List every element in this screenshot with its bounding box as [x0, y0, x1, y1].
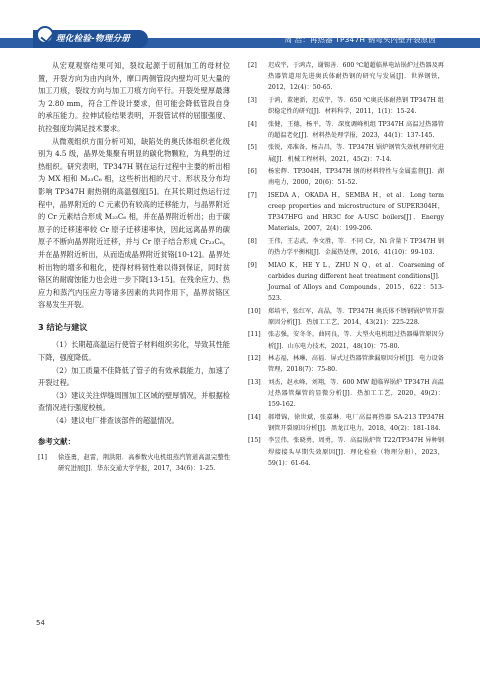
references-heading: 参考文献： — [38, 436, 75, 446]
section-heading: 3 结论与建议 — [38, 321, 88, 332]
reference-item — [248, 119, 444, 141]
reference-text: 王伟，王志武，李文胜，等．不同 Cr，Ni 含量下 TP347H 钢的热力学平衡相[J]．金属热处理，2016，41(10)：99-103. — [268, 237, 444, 257]
reference-number: [14] — [248, 413, 261, 421]
reference-item — [248, 329, 444, 351]
reference-text: 迟成宇，于鸿垚，谢锡善．600 ℃超超临界电站锅炉过热器及再热器管道用先进奥氏体耐热钢的研究与发展[J]．世界钢铁，2012，12(4)：50-65. — [268, 62, 444, 92]
reference-number: [3] — [248, 96, 257, 104]
conclusion-item: （2）加工质量不佳降低了管子的有效承载能力，加速了开裂过程。 — [38, 365, 230, 388]
left-column — [38, 60, 230, 476]
reference-text: MIAO K，HE Y L，ZHU N Q，et al．Coarsening of carbides during different heat treatment conditions[J]．Journal of Alloys and Compounds，2015，622：513-523. — [268, 261, 444, 303]
running-title: 周 浩：再热器 TP347H 钢弯头内壁开裂原因 — [284, 35, 436, 44]
page-number: 54 — [36, 619, 45, 627]
reference-number: [2] — [248, 62, 257, 69]
reference-item — [248, 377, 444, 411]
reference-text: 李昱伟，张晓勇，周勇，等．高温锅炉管 T22/TP347H 异种钢焊接接头早期失效原因[J]．理化检验（物理分册），2023，59(1)：61-64. — [268, 437, 444, 467]
reference-number: [9] — [248, 261, 257, 269]
reference-text: 张锐，邓准备，杨吉昌，等．TP347H 锅炉钢管失效机理研究进展[J]．机械工程材料，2021，45(2)：7-14. — [268, 144, 444, 163]
reference-item — [248, 190, 444, 235]
reference-item — [248, 353, 444, 375]
reference-item — [248, 306, 444, 328]
conclusion-item: （4）建议电厂排查该部件的超温情况。 — [52, 416, 179, 426]
reference-item — [248, 260, 444, 305]
reference-text: 徐连勇，赵雷，荆洪阳．高参数火电机组蒸汽管道高温完整性研究进展[J]．华东交通大学学报，2017，34(6)：1-25. — [58, 454, 230, 473]
reference-item — [38, 452, 230, 474]
reference-text: ISEDA A，OKADA H，SEMBA H，et al．Long term creep properties and microstructure of SUPER304H，TP347HFG and HR3C for A-USC boilers[J]．Energy Materials，2007，2(4)：199-206. — [268, 191, 444, 233]
reference-number: [6] — [248, 168, 257, 176]
conclusion-item: （3）建议关注焊缝周围加工区域的壁厚情况，并根据检查情况进行强度校核。 — [38, 390, 230, 413]
reference-item — [248, 435, 444, 469]
reference-number: [7] — [248, 191, 257, 199]
reference-text: 张健，王德，杨平，等．深度调峰机组 TP347H 高温过热器管的超温老化[J]．材料热处理学报，2023，44(1)：137-145. — [268, 120, 444, 139]
body-paragraph: 从宏观观察结果可知，裂纹起源于切削加工的母材位置，开裂方向为由内向外，摩口两侧管段内壁均可见大量的加工刀痕，裂纹方向与加工刀痕方向平行。开裂处壁厚最薄为 2.80 mm，符合工件设计要求，但可能会降低管段自身的承压能力。拉伸试验结果表明，开裂管试样的屈服强度、抗拉强度均满足技术要求。 — [38, 61, 230, 133]
reference-item — [248, 142, 444, 164]
right-column — [248, 60, 444, 470]
reference-item — [248, 95, 444, 117]
reference-text: 郑培平，张红军，高晶，等．TP347H 奥氏体不锈钢锅炉管开裂原因分析[J]．热加工工艺，2014，43(21)：225-228. — [268, 307, 444, 326]
reference-text: 于鸿，董建新，迟成宇，等．650 ℃奥氏体耐热钢 TP347H 组织稳定性的研究[J]．材料科学，2011，1(1)：15-24. — [268, 96, 444, 116]
reference-number: [15] — [248, 437, 261, 445]
reference-number: [4] — [248, 120, 257, 128]
reference-number: [13] — [248, 378, 261, 386]
reference-item — [248, 60, 444, 94]
body-paragraph: 从微观组织方面分析可知，缺陷处的奥氏体组织老化级别为 4.5 级，晶界处集聚有明显的碳化物颗粒，为典型的过热组织。研究表明，TP347H 钢在运行过程中主要的析出相为 MX 相和 M₂₃C₆ 相，这些析出相的尺寸、形状及分布均影响 TP347H 耐热钢的高温强度[5]。在其长期过热运行过程中，晶界附近的 C 元素仍有较高的迁移能力，与晶界附近的 Cr 元素结合形成 M₂₃C₆ 相，并在晶界附近析出；由于碳原子的迁移速率较 Cr 原子迁移速率快，因此远离晶界的碳原子不断向晶界附近迁移，并与 Cr 原子结合形成 Cr₂₃C₆，并在晶界附近析出，从而造成晶界附近贫铬[10-12]。晶界处析出物的增多和粗化，使得材料韧性难以得到保证，同时贫铬区的耐腐蚀能力也会进一步下降[13-15]。在残余应力、热应力和蒸汽内压应力等诸多因素的共同作用下，晶界贫铬区容易发生开裂。 — [38, 136, 230, 310]
reference-number: [12] — [248, 355, 261, 363]
reference-text: 杨宏辉．TP304H，TP347H 钢的材料特性与金属监督[J]．湖南电力，2000，20(6)：51-52. — [268, 168, 444, 187]
reference-number: [10] — [248, 307, 261, 315]
reference-text: 林志福，林琳，高福．屏式过热器管泄漏原因分析[J]．电力设备管理，2018(7)：75-80. — [268, 355, 444, 374]
journal-name: 理化检验-物理分册 — [56, 34, 131, 44]
reference-item — [248, 412, 444, 434]
reference-text: 刘杰，赵永峰，刘翔，等．600 MW 超临界锅炉 TP347H 高温过热器管爆管的显微分析[J]．热加工工艺，2020，49(2)：159-162. — [268, 378, 444, 409]
reference-number: [1] — [38, 454, 47, 462]
reference-number: [8] — [248, 237, 257, 245]
reference-number: [11] — [248, 331, 261, 339]
reference-text: 郝增锦，徐世斌，张嘉琳．电厂高温再热器 SA-213 TP347H 钢管开裂原因分析[J]．黑龙江电力，2018，40(2)：181-184. — [268, 413, 444, 432]
journal-logo-icon — [36, 26, 54, 44]
reference-number: [5] — [248, 144, 257, 152]
reference-text: 张志强，安冬冬，曲同良，等．大型火电机组过热器爆管原因分析[J]．山东电力技术，2021，48(10)：75-80. — [268, 331, 444, 350]
reference-item — [248, 166, 444, 188]
reference-item — [248, 236, 444, 258]
conclusion-item: （1）长期超高温运行使管子材料组织劣化，导致其性能下降，强度降低。 — [38, 340, 230, 363]
